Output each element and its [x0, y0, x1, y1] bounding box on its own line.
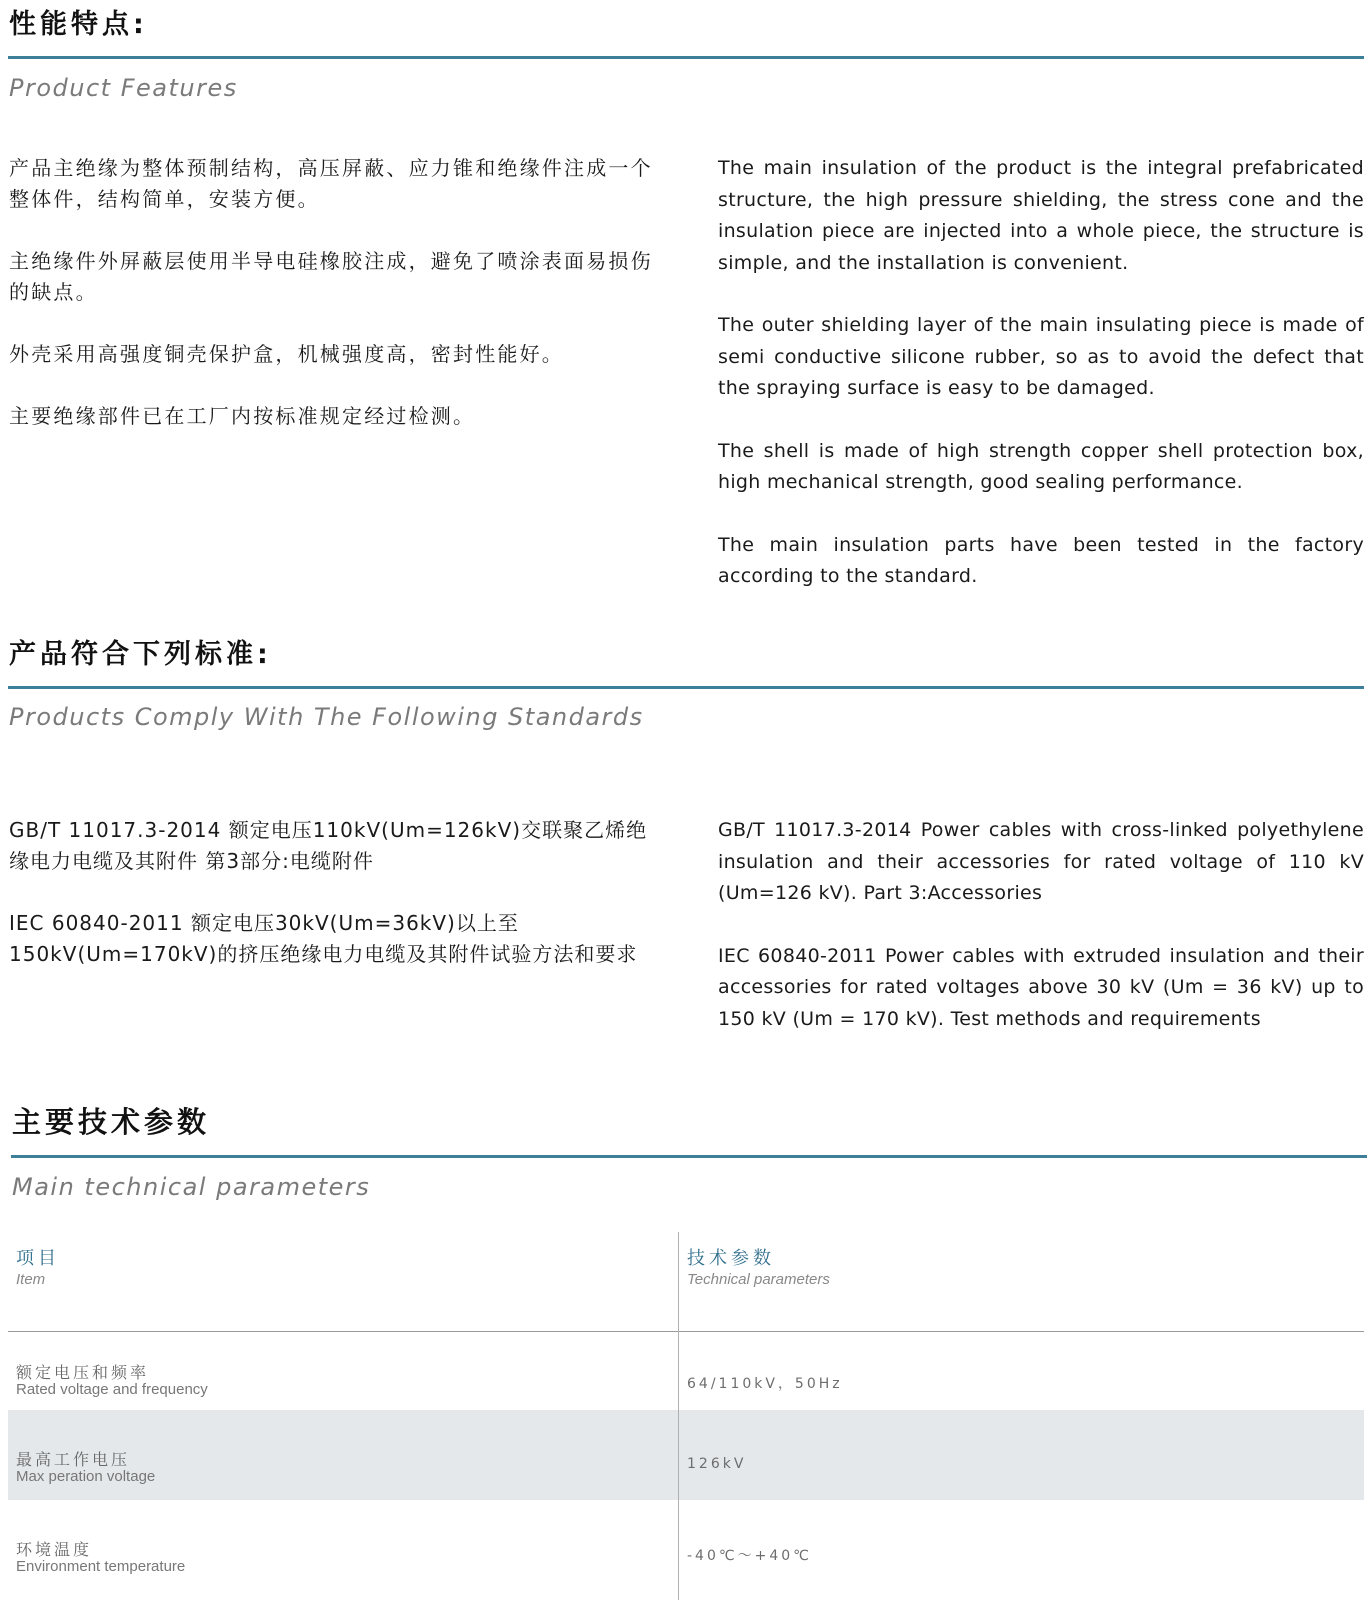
features-en-paragraph: The main insulation parts have been tested in the factory according to the standard.: [718, 533, 1364, 587]
header-value-zh: 技术参数: [687, 1248, 775, 1269]
header-item-zh: 项目: [16, 1248, 60, 1269]
features-en-paragraph: The outer shielding layer of the main insulating piece is made of semi conductive silicone rubber, so as to avoid the defect that the spraying surface is easy to be damaged.: [718, 314, 1364, 399]
standards-en-paragraph: GB/T 11017.3-2014 Power cables with cross-linked polyethylene insulation and their accessories for rated voltage of 110 kV (Um=126 kV). Part 3:Accessories: [718, 819, 1364, 904]
standards-en-column: [718, 815, 1364, 1035]
standards-zh-column: [9, 815, 659, 970]
standards-en-paragraph: IEC 60840-2011 Power cables with extruded insulation and their accessories for rated voltages above 30 kV (Um = 36 kV) up to 150 kV (Um = 170 kV). Test methods and requirements: [718, 944, 1364, 1030]
row-item-en: Max peration voltage: [16, 1468, 156, 1485]
features-en-paragraph: The shell is made of high strength copper shell protection box, high mechanical strength, good sealing performance.: [718, 439, 1364, 493]
standards-title-en: Products Comply With The Following Standards: [9, 703, 644, 731]
header-item-en: Item: [16, 1271, 46, 1288]
features-en-column: [718, 153, 1364, 593]
standards-title-zh: 产品符合下列标准:: [9, 639, 272, 670]
row-item-en: Rated voltage and frequency: [16, 1381, 208, 1398]
table-row-shade: [8, 1410, 1364, 1500]
row-value: 126kV: [687, 1456, 747, 1472]
features-zh-paragraph: 产品主绝缘为整体预制结构，高压屏蔽、应力锥和绝缘件注成一个整体件，结构简单，安装方便。: [9, 156, 653, 211]
features-zh-column: [9, 153, 659, 432]
features-divider: [8, 56, 1364, 59]
features-zh-paragraph: 主绝缘件外屏蔽层使用半导电硅橡胶注成，避免了喷涂表面易损伤的缺点。: [9, 249, 653, 304]
standards-zh-paragraph: IEC 60840-2011 额定电压30kV(Um=36kV)以上至150kV(Um=170kV)的挤压绝缘电力电缆及其附件试验方法和要求: [9, 911, 638, 966]
params-table: [8, 1232, 1364, 1600]
features-title-en: Product Features: [9, 74, 238, 102]
row-value: -40℃～+40℃: [687, 1548, 812, 1564]
row-item-en: Environment temperature: [16, 1558, 186, 1575]
standards-zh-paragraph: GB/T 11017.3-2014 额定电压110kV(Um=126kV)交联聚乙烯绝缘电力电缆及其附件 第3部分:电缆附件: [9, 818, 648, 873]
features-zh-paragraph: 外壳采用高强度铜壳保护盒，机械强度高，密封性能好。: [9, 342, 564, 366]
table-header-divider: [8, 1331, 1364, 1332]
row-item-zh: 环境温度: [16, 1540, 93, 1559]
row-item-zh: 额定电压和频率: [16, 1363, 150, 1382]
row-value: 64/110kV，50Hz: [687, 1376, 843, 1392]
table-column-divider: [678, 1232, 679, 1600]
row-item-zh: 最高工作电压: [16, 1450, 131, 1469]
params-title-zh: 主要技术参数: [12, 1105, 211, 1139]
header-value-en: Technical parameters: [687, 1271, 830, 1288]
features-title-zh: 性能特点:: [9, 9, 148, 40]
features-zh-paragraph: 主要绝缘部件已在工厂内按标准规定经过检测。: [9, 404, 476, 428]
standards-divider: [8, 686, 1364, 689]
features-en-paragraph: The main insulation of the product is the integral prefabricated structure, the high pressure shielding, the stress cone and the insulation piece are injected into a whole piece, the structure is simple, and the installation is convenient.: [718, 157, 1364, 274]
params-divider: [11, 1155, 1367, 1158]
params-title-en: Main technical parameters: [12, 1173, 371, 1201]
